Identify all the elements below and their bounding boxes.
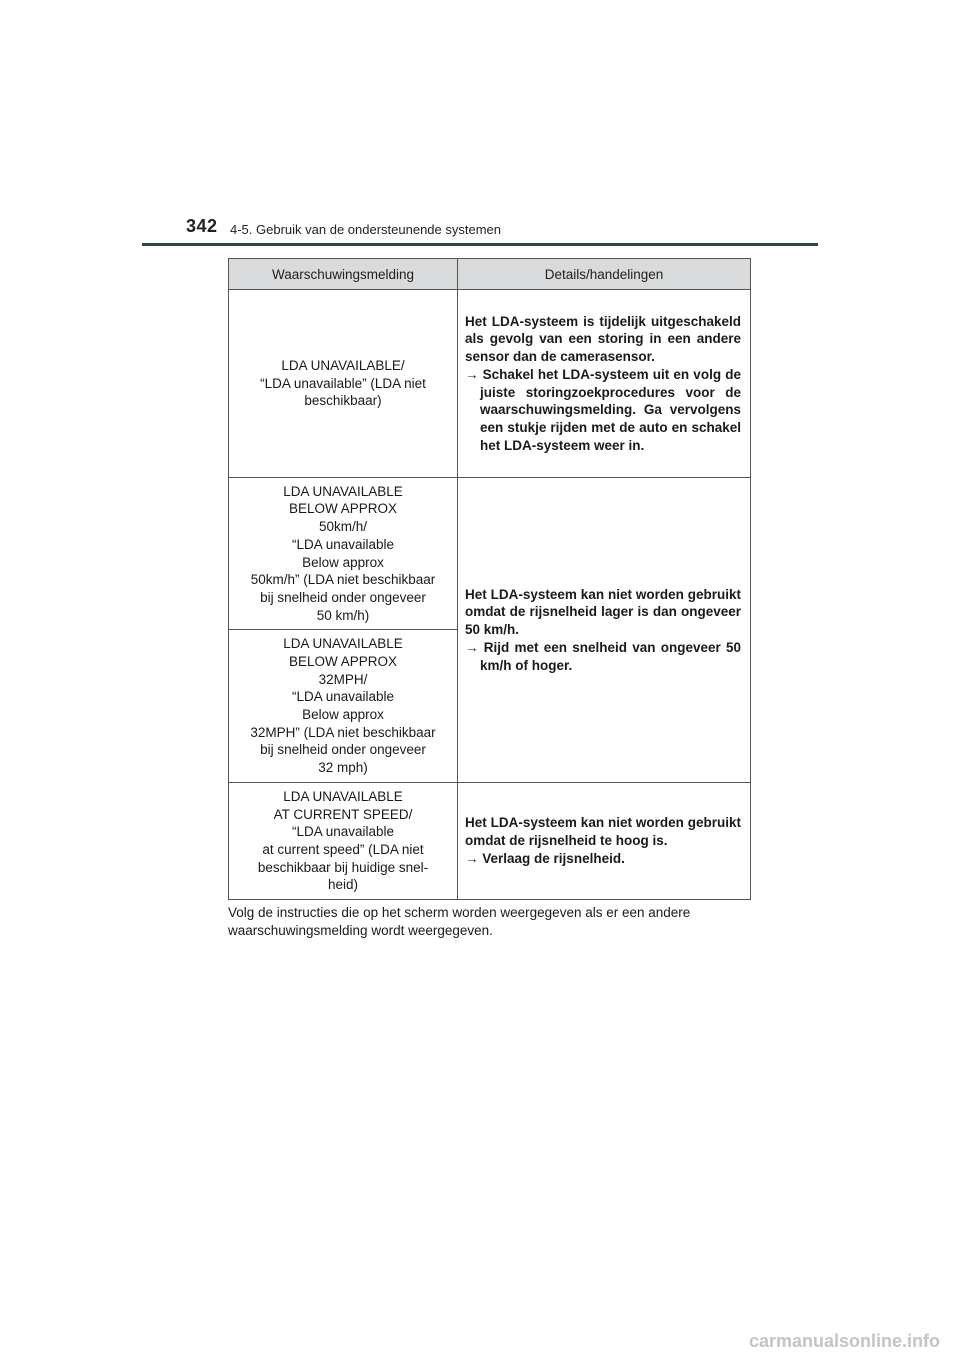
detail-description: Het LDA-systeem kan niet worden gebruikt omdat de rijsnelheid te hoog is. bbox=[465, 815, 741, 849]
table-row bbox=[229, 478, 751, 630]
message-line: AT CURRENT SPEED/ bbox=[273, 806, 413, 822]
details-cell bbox=[458, 478, 751, 783]
arrow-icon: → bbox=[465, 366, 479, 382]
message-line: 50km/h” (LDA niet beschikbaar bbox=[250, 572, 436, 588]
table-row bbox=[229, 783, 751, 900]
message-line: “LDA unavailable bbox=[291, 824, 395, 840]
message-line: beschikbaar bij huidige snel- bbox=[257, 859, 429, 875]
arrow-icon: → bbox=[465, 639, 479, 655]
message-line: BELOW APPROX bbox=[288, 653, 398, 669]
message-line: 50km/h/ bbox=[318, 519, 368, 535]
message-line: heid) bbox=[327, 877, 359, 893]
detail-description: Het LDA-systeem is tijdelijk uitgeschakeld als gevolg van een storing in een andere sensor dan de camerasensor. bbox=[465, 313, 741, 365]
warning-message-cell bbox=[229, 630, 458, 783]
message-line: Below approx bbox=[302, 554, 384, 570]
header-divider bbox=[142, 243, 818, 246]
table-row bbox=[229, 290, 751, 478]
table-header-row bbox=[229, 259, 751, 290]
warning-message-table bbox=[228, 258, 751, 900]
message-line: 32 mph) bbox=[318, 760, 368, 776]
action-text: Verlaag de rijsnelheid. bbox=[482, 850, 625, 866]
message-line: 32MPH” (LDA niet beschikbaar bbox=[250, 724, 436, 740]
message-line: “LDA unavailable bbox=[291, 689, 395, 705]
message-line: at current speed” (LDA niet bbox=[262, 842, 424, 857]
message-line: LDA UNAVAILABLE bbox=[283, 483, 403, 499]
message-line: “LDA unavailable bbox=[291, 536, 395, 552]
warning-message-cell bbox=[229, 290, 458, 478]
page-number: 342 bbox=[186, 216, 218, 236]
action-text: Rijd met een snelheid van ongeveer 50 km/h of hoger. bbox=[480, 639, 741, 673]
details-cell bbox=[458, 783, 751, 900]
message-line: BELOW APPROX bbox=[288, 501, 398, 517]
column-header-message: Waarschuwingsmelding bbox=[229, 259, 458, 290]
message-line: bij snelheid onder ongeveer bbox=[260, 589, 426, 605]
footnote-text: Volg de instructies die op het scherm worden weergegeven als er een andere waarschuwingsmelding wordt weergegeven. bbox=[228, 905, 691, 938]
message-line: LDA UNAVAILABLE bbox=[283, 788, 403, 804]
detail-description: Het LDA-systeem kan niet worden gebruikt omdat de rijsnelheid lager is dan ongeveer 50 km/h. bbox=[465, 586, 741, 638]
message-line: beschikbaar) bbox=[304, 393, 382, 409]
section-title: 4-5. Gebruik van de ondersteunende systemen bbox=[230, 222, 502, 237]
watermark: carmanualsonline.info bbox=[748, 1331, 940, 1351]
action-text: Schakel het LDA-systeem uit en volg de juiste storingzoekprocedures voor de waarschuwingsmelding. Ga vervolgens een stukje rijden met de auto en schakel het LDA-systeem weer in. bbox=[480, 366, 741, 453]
column-header-details: Details/handelingen bbox=[458, 259, 751, 290]
message-line: 32MPH/ bbox=[318, 671, 368, 687]
message-line: bij snelheid onder ongeveer bbox=[260, 742, 426, 758]
detail-action bbox=[465, 850, 741, 868]
message-line: 50 km/h) bbox=[316, 607, 370, 623]
details-cell bbox=[458, 290, 751, 478]
message-line: “LDA unavailable” (LDA niet bbox=[260, 375, 426, 391]
message-line: LDA UNAVAILABLE/ bbox=[281, 357, 405, 373]
warning-message-cell bbox=[229, 478, 458, 630]
warning-message-cell bbox=[229, 783, 458, 900]
message-line: LDA UNAVAILABLE bbox=[283, 636, 403, 652]
message-line: Below approx bbox=[302, 707, 384, 722]
detail-action bbox=[465, 366, 741, 455]
detail-action bbox=[465, 639, 741, 674]
arrow-icon: → bbox=[465, 850, 479, 866]
